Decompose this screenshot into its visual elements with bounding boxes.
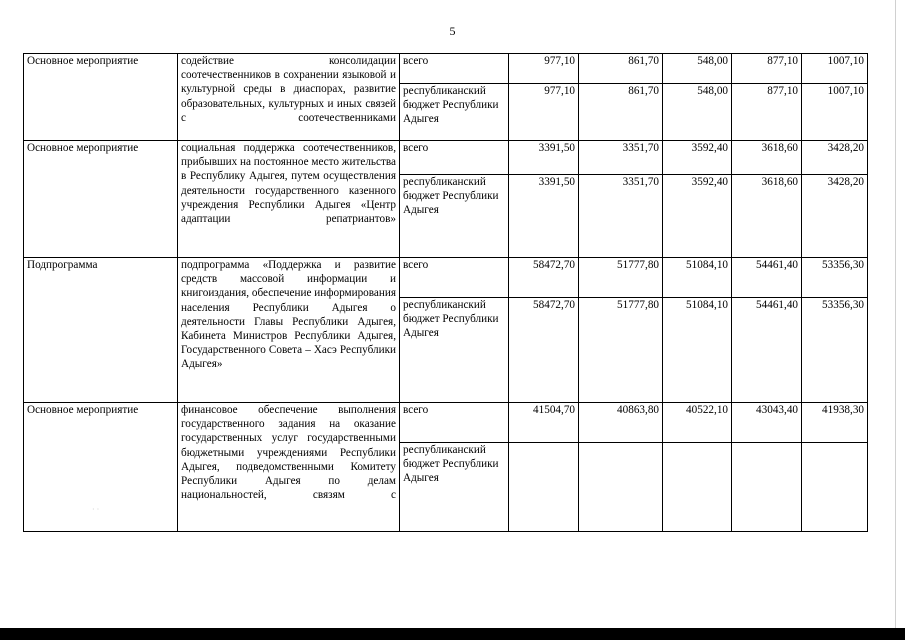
funding-source-cell: республиканский бюджет Республики Адыгея (400, 175, 509, 258)
funding-source-cell: всего (400, 403, 509, 443)
funding-source-cell: республиканский бюджет Республики Адыгея (400, 84, 509, 141)
amount-cell (579, 443, 663, 532)
status-cell: Основное мероприятие (24, 403, 178, 532)
amount-cell: 40863,80 (579, 403, 663, 443)
amount-cell: 41938,30 (802, 403, 868, 443)
amount-cell (732, 443, 802, 532)
amount-cell: 877,10 (732, 84, 802, 141)
description-cell: подпрограмма «Поддержка и развитие средств массовой информации и книгоиздания, обеспечение информирования населения Республики Адыгея о деятельности Главы Республики Адыгея, Кабинета Министров Республики Адыгея, Государственного Совета – Хасэ Республики Адыгея» (178, 258, 400, 403)
amount-cell: 3351,70 (579, 175, 663, 258)
amount-cell: 877,10 (732, 54, 802, 84)
funding-source-cell: всего (400, 258, 509, 298)
status-cell: Подпрограмма (24, 258, 178, 403)
amount-cell: 1007,10 (802, 54, 868, 84)
amount-cell: 861,70 (579, 54, 663, 84)
scan-edge (895, 0, 896, 628)
amount-cell: 3618,60 (732, 175, 802, 258)
amount-cell: 3618,60 (732, 141, 802, 175)
description-cell: социальная поддержка соотечественников, прибывших на постоянное место жительства в Республику Адыгея, путем осуществления деятельности государственного казенного учреждения Республики Адыгея «Центр адаптации репатриантов» (178, 141, 400, 258)
amount-cell: 3592,40 (663, 175, 732, 258)
funding-source-cell: всего (400, 54, 509, 84)
amount-cell: 51084,10 (663, 258, 732, 298)
amount-cell: 3351,70 (579, 141, 663, 175)
funding-table (23, 53, 868, 532)
amount-cell: 977,10 (509, 54, 579, 84)
amount-cell: 43043,40 (732, 403, 802, 443)
scan-bottom-border (0, 628, 905, 640)
amount-cell: 53356,30 (802, 298, 868, 403)
table-row (24, 141, 868, 175)
amount-cell (509, 443, 579, 532)
amount-cell: 861,70 (579, 84, 663, 141)
amount-cell: 3428,20 (802, 175, 868, 258)
amount-cell: 977,10 (509, 84, 579, 141)
amount-cell: 58472,70 (509, 298, 579, 403)
description-cell: финансовое обеспечение выполнения государственного задания на оказание государственных услуг государственными бюджетными учреждениями Республики Адыгея, подведомственными Комитету Республики Адыгея по делам национальностей, связям с (178, 403, 400, 532)
amount-cell: 3428,20 (802, 141, 868, 175)
amount-cell: 3592,40 (663, 141, 732, 175)
amount-cell: 51777,80 (579, 298, 663, 403)
amount-cell (663, 443, 732, 532)
table-row (24, 54, 868, 84)
page-number: 5 (449, 24, 456, 38)
amount-cell: 1007,10 (802, 84, 868, 141)
funding-source-cell: республиканский бюджет Республики Адыгея (400, 298, 509, 403)
funding-source-cell: всего (400, 141, 509, 175)
amount-cell: 3391,50 (509, 141, 579, 175)
status-cell: Основное мероприятие (24, 141, 178, 258)
amount-cell: 548,00 (663, 54, 732, 84)
amount-cell (802, 443, 868, 532)
scan-artifact: · · (92, 505, 100, 514)
amount-cell: 3391,50 (509, 175, 579, 258)
amount-cell: 548,00 (663, 84, 732, 141)
amount-cell: 53356,30 (802, 258, 868, 298)
amount-cell: 40522,10 (663, 403, 732, 443)
amount-cell: 51777,80 (579, 258, 663, 298)
amount-cell: 58472,70 (509, 258, 579, 298)
amount-cell: 54461,40 (732, 298, 802, 403)
status-cell: Основное мероприятие (24, 54, 178, 141)
table-row (24, 403, 868, 443)
funding-source-cell: республиканский бюджет Республики Адыгея (400, 443, 509, 532)
amount-cell: 54461,40 (732, 258, 802, 298)
amount-cell: 51084,10 (663, 298, 732, 403)
table-row (24, 258, 868, 298)
amount-cell: 41504,70 (509, 403, 579, 443)
description-cell: содействие консолидации соотечественников в сохранении языковой и культурной среды в диаспорах, развитие образовательных, культурных и иных связей с соотечественниками (178, 54, 400, 141)
